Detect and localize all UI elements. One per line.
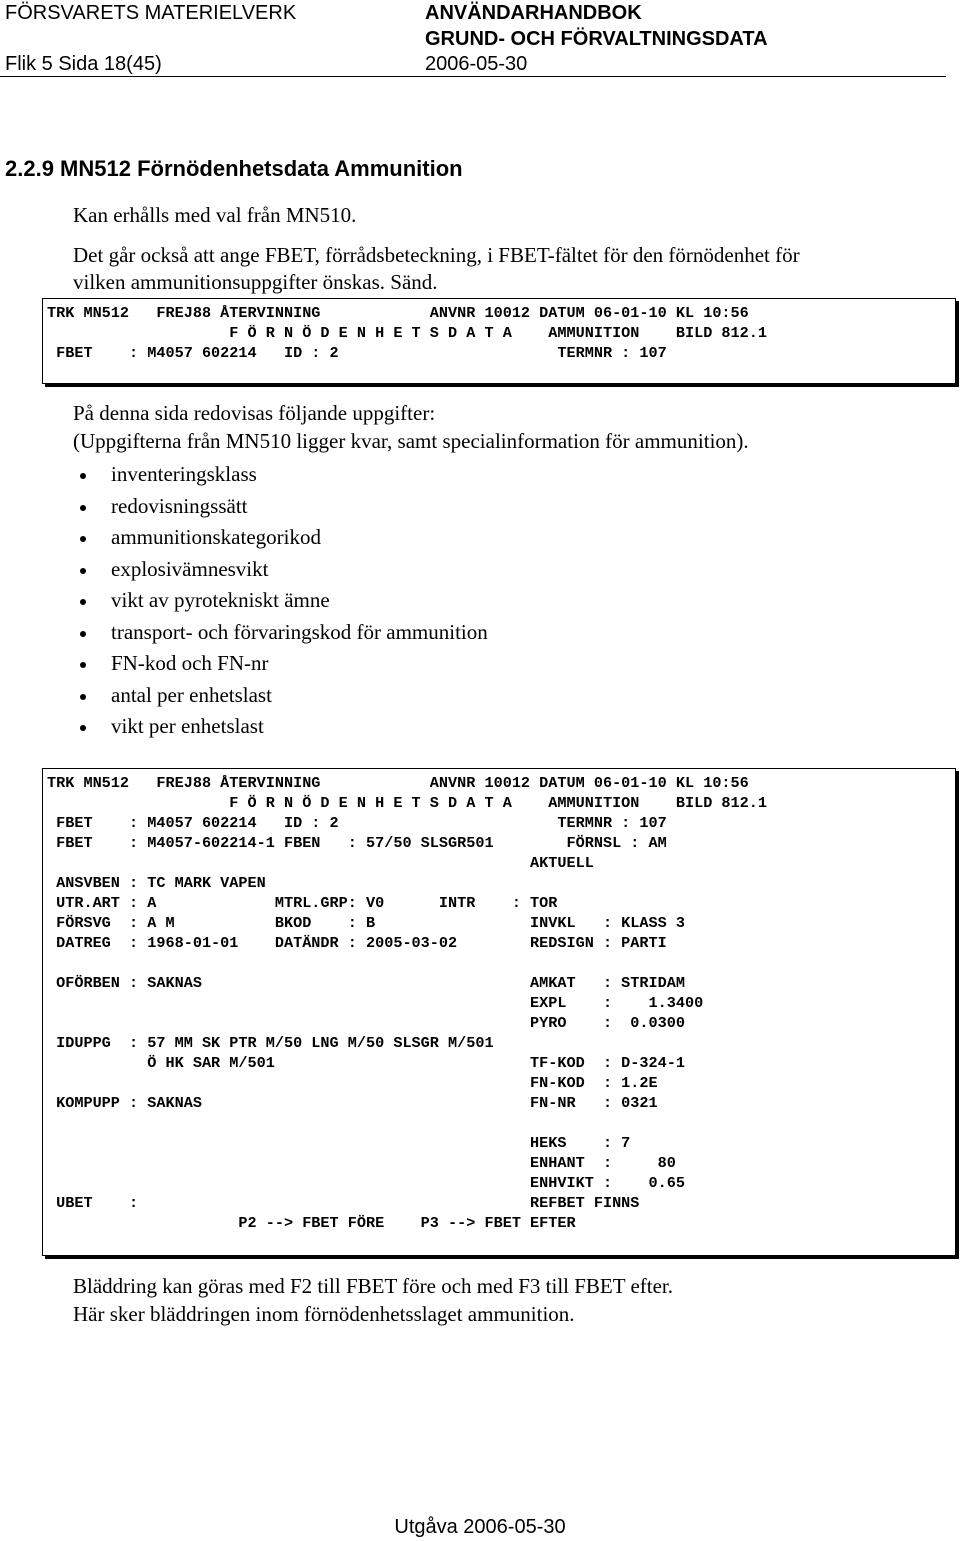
bullet-icon xyxy=(80,536,86,542)
screen2-line: DATREG : 1968-01-01 DATÄNDR : 2005-03-02 REDSIGN : PARTI xyxy=(47,934,667,952)
intro-line-1: Kan erhålls med val från MN510. xyxy=(73,203,357,227)
section-heading: 2.2.9 MN512 Förnödenhetsdata Ammunition xyxy=(5,156,463,181)
bullet-icon xyxy=(80,662,86,668)
footer-edition: Utgåva 2006-05-30 xyxy=(394,1516,566,1538)
description-line-1: På denna sida redovisas följande uppgifter: xyxy=(73,401,436,425)
screen1-line: F Ö R N Ö D E N H E T S D A T A AMMUNITION BILD 812.1 xyxy=(47,324,768,342)
screen2-line: P2 --> FBET FÖRE P3 --> FBET EFTER xyxy=(47,1214,576,1232)
list-item: FN-kod och FN-nr xyxy=(73,648,488,680)
screen2-line: FN-KOD : 1.2E xyxy=(47,1074,658,1092)
screen1-line: FBET : M4057 602214 ID : 2 TERMNR : 107 xyxy=(47,344,667,362)
closing-line-1: Bläddring kan göras med F2 till FBET före och med F3 till FBET efter. xyxy=(73,1274,673,1298)
bullet-icon xyxy=(80,725,86,731)
list-item: vikt per enhetslast xyxy=(73,711,488,743)
screen2-line: Ö HK SAR M/501 TF-KOD : D-324-1 xyxy=(47,1054,685,1072)
bullet-icon xyxy=(80,694,86,700)
screen2-line: KOMPUPP : SAKNAS FN-NR : 0321 xyxy=(47,1094,658,1112)
intro-line-3: vilken ammunitionsuppgifter önskas. Sänd. xyxy=(73,270,438,294)
bullet-icon xyxy=(80,505,86,511)
screen2-line: UTR.ART : A MTRL.GRP: V0 INTR : TOR xyxy=(47,894,558,912)
screen2-line: FBET : M4057 602214 ID : 2 TERMNR : 107 xyxy=(47,814,667,832)
screen2-line: ENHVIKT : 0.65 xyxy=(47,1174,685,1192)
list-item: redovisningssätt xyxy=(73,491,488,523)
screen2-line: PYRO : 0.0300 xyxy=(47,1014,685,1032)
screen1-line: TRK MN512 FREJ88 ÅTERVINNING ANVNR 10012 DATUM 06-01-10 KL 10:56 xyxy=(47,304,749,322)
screen2-line: TRK MN512 FREJ88 ÅTERVINNING ANVNR 10012 DATUM 06-01-10 KL 10:56 xyxy=(47,774,749,792)
screen2-line: ENHANT : 80 xyxy=(47,1154,676,1172)
screen2-line: F Ö R N Ö D E N H E T S D A T A AMMUNITION BILD 812.1 xyxy=(47,794,768,812)
list-item: antal per enhetslast xyxy=(73,680,488,712)
terminal-screen-1 xyxy=(42,298,956,384)
screen2-line: ANSVBEN : TC MARK VAPEN xyxy=(47,874,266,892)
list-item: inventeringsklass xyxy=(73,459,488,491)
screen2-line: OFÖRBEN : SAKNAS AMKAT : STRIDAM xyxy=(47,974,685,992)
terminal-screen-2 xyxy=(42,768,956,1256)
header-divider xyxy=(0,76,946,77)
bullet-icon xyxy=(80,599,86,605)
screen2-line: FÖRSVG : A M BKOD : B INVKL : KLASS 3 xyxy=(47,914,685,932)
closing-line-2: Här sker bläddringen inom förnödenhetsslaget ammunition. xyxy=(73,1302,575,1326)
header-doc-title: ANVÄNDARHANDBOK xyxy=(425,2,642,24)
bullet-icon xyxy=(80,631,86,637)
screen2-line: FBET : M4057-602214-1 FBEN : 57/50 SLSGR501 FÖRNSL : AM xyxy=(47,834,667,852)
bullet-icon xyxy=(80,473,86,479)
screen2-line: HEKS : 7 xyxy=(47,1134,631,1152)
header-page-ref: Flik 5 Sida 18(45) xyxy=(5,53,162,75)
header-org: FÖRSVARETS MATERIELVERK xyxy=(5,2,297,24)
screen2-line: AKTUELL xyxy=(47,854,594,872)
screen2-line: UBET : REFBET FINNS xyxy=(47,1194,640,1212)
description-line-2: (Uppgifterna från MN510 ligger kvar, samt specialinformation för ammunition). xyxy=(73,429,749,453)
bullet-icon xyxy=(80,568,86,574)
list-item: explosivämnesvikt xyxy=(73,554,488,586)
list-item: transport- och förvaringskod för ammunition xyxy=(73,617,488,649)
list-item: ammunitionskategorikod xyxy=(73,522,488,554)
header-doc-subtitle: GRUND- OCH FÖRVALTNINGSDATA xyxy=(425,28,768,50)
header-date: 2006-05-30 xyxy=(425,53,528,75)
screen2-line: EXPL : 1.3400 xyxy=(47,994,704,1012)
list-item: vikt av pyrotekniskt ämne xyxy=(73,585,488,617)
intro-line-2: Det går också att ange FBET, förrådsbeteckning, i FBET-fältet för den förnödenhet för xyxy=(73,243,800,267)
field-list xyxy=(73,459,488,743)
screen2-line: IDUPPG : 57 MM SK PTR M/50 LNG M/50 SLSGR M/501 xyxy=(47,1034,494,1052)
